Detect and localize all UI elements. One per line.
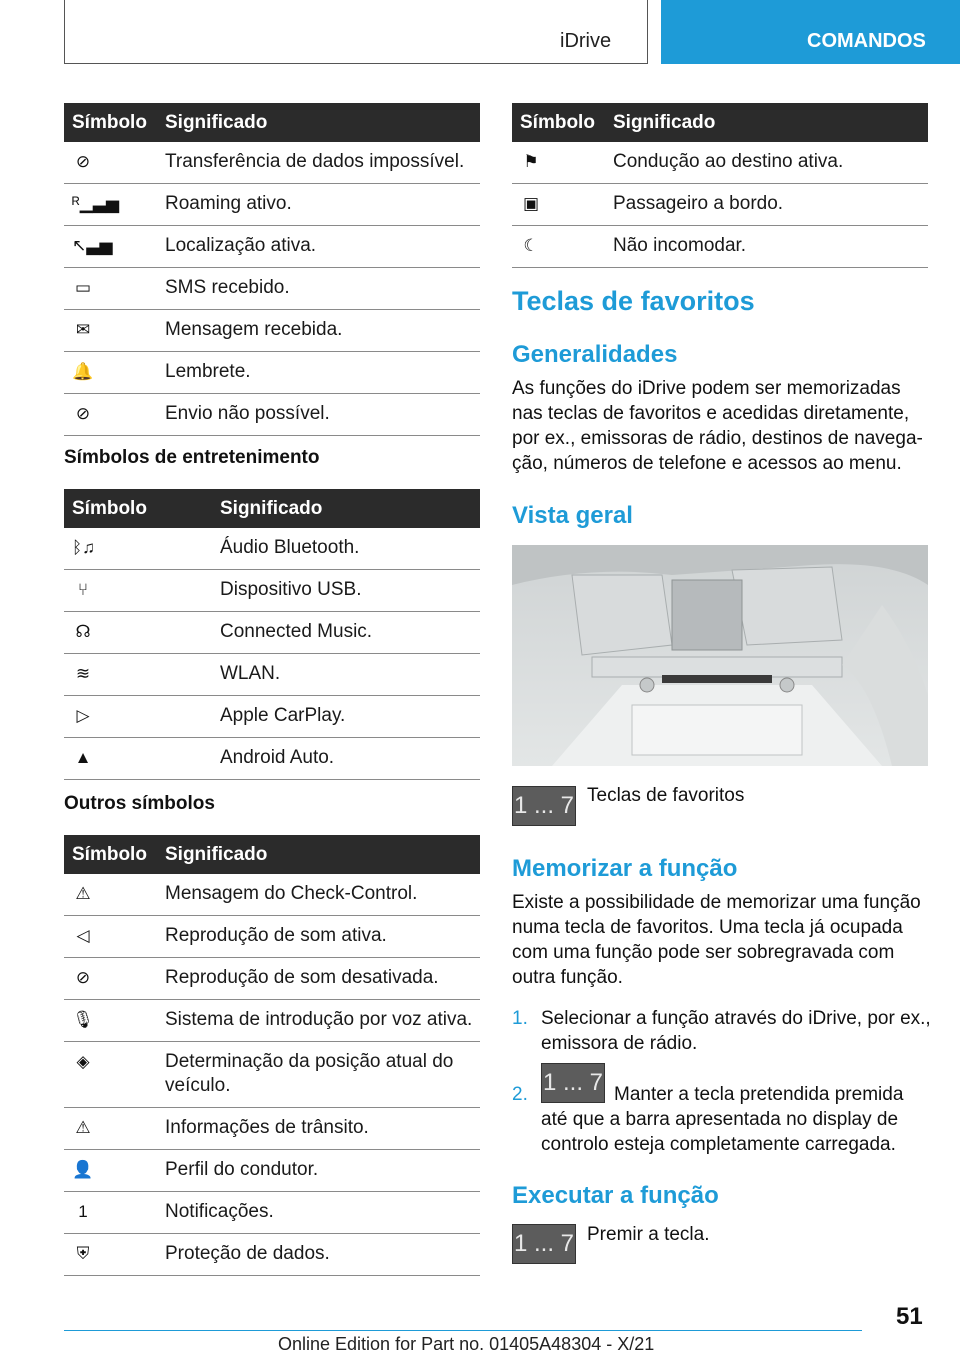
memorize-title: Memorizar a função	[512, 855, 738, 882]
notification-icon: 1	[78, 1202, 88, 1221]
driver-profile-icon: 👤	[72, 1160, 94, 1179]
entertainment-symbol-table	[64, 489, 480, 780]
symbol-meaning: Áudio Bluetooth.	[212, 528, 480, 570]
roaming-icon: ᴿ▁▃▅	[72, 194, 119, 213]
execute-title: Executar a função	[512, 1182, 719, 1209]
envelope-icon: ✉	[75, 320, 91, 339]
location-active-icon: ↖▃▅	[72, 236, 113, 255]
table-row	[64, 738, 480, 780]
symbol-meaning: Perfil do condutor.	[157, 1150, 480, 1192]
data-transfer-impossible-icon: ⊘	[75, 152, 91, 171]
symbol-meaning: Determinação da posição atual do veículo.	[157, 1042, 480, 1108]
memorize-text: Existe a possibilidade de memorizar uma função numa tecla de favoritos. Uma tecla já ocupada com uma função pode ser sobregravada com outra função.	[512, 892, 921, 988]
warning-icon: ⚠	[75, 884, 91, 903]
table-row	[64, 916, 480, 958]
step1-number: 1.	[512, 1008, 528, 1029]
general-text: As funções do iDrive podem ser memorizadas nas teclas de favoritos e acedidas diretamente, por ex., emissoras de rádio, destinos de navega- ção, números de telefone e acessos ao menu.	[512, 378, 923, 474]
general-title: Generalidades	[512, 341, 678, 368]
assist-symbol-table	[512, 103, 928, 268]
col-symbol: Símbolo	[512, 103, 605, 142]
key-caption: Teclas de favoritos	[587, 785, 745, 806]
table-row	[64, 958, 480, 1000]
step2-text: Manter a tecla pretendida premida até que a barra apresentada no display de controlo esteja completamente carregada.	[541, 1084, 904, 1155]
entertainment-title: Símbolos de entretenimento	[64, 447, 320, 468]
speaker-icon: ◁	[76, 926, 90, 945]
speaker-muted-icon: ⊘	[75, 968, 91, 987]
symbol-meaning: Android Auto.	[212, 738, 480, 780]
table-row	[64, 1234, 480, 1276]
connected-music-icon: ☊	[75, 622, 91, 641]
table-row	[64, 226, 480, 268]
col-meaning: Significado	[157, 835, 480, 874]
header-section: iDrive	[560, 30, 612, 52]
table-row	[64, 268, 480, 310]
header-tab[interactable]: COMANDOS	[661, 0, 960, 64]
traffic-info-icon: ⚠	[75, 1118, 91, 1137]
table-row	[512, 226, 928, 268]
bluetooth-audio-icon: ᛒ♫	[72, 538, 95, 557]
symbol-meaning: Connected Music.	[212, 612, 480, 654]
other-symbol-table	[64, 835, 480, 1276]
table-row	[64, 1150, 480, 1192]
execute-text: Premir a tecla.	[587, 1224, 710, 1245]
symbol-meaning: SMS recebido.	[157, 268, 480, 310]
symbol-meaning: Mensagem do Check-Control.	[157, 874, 480, 916]
symbol-meaning: Mensagem recebida.	[157, 310, 480, 352]
symbol-meaning: Transferência de dados impossível.	[157, 142, 480, 184]
table-row	[64, 528, 480, 570]
table-row	[64, 310, 480, 352]
position-icon: ◈	[76, 1052, 90, 1071]
col-symbol: Símbolo	[64, 835, 157, 874]
footer-divider	[64, 1330, 862, 1331]
other-symbols-title: Outros símbolos	[64, 793, 215, 814]
wlan-icon: ≋	[75, 664, 91, 683]
overview-title: Vista geral	[512, 502, 633, 529]
favorites-title: Teclas de favoritos	[512, 286, 755, 316]
send-impossible-icon: ⊘	[75, 404, 91, 423]
symbol-meaning: Localização ativa.	[157, 226, 480, 268]
table-row	[64, 570, 480, 612]
symbol-meaning: Envio não possível.	[157, 394, 480, 436]
table-row	[512, 184, 928, 226]
messages-symbol-table	[64, 103, 480, 436]
data-protection-icon: ⛨	[76, 1244, 90, 1263]
step2-number: 2.	[512, 1084, 528, 1105]
table-row	[64, 394, 480, 436]
bell-icon: 🔔	[72, 362, 94, 381]
symbol-meaning: Lembrete.	[157, 352, 480, 394]
table-row	[64, 654, 480, 696]
symbol-meaning: Reprodução de som ativa.	[157, 916, 480, 958]
col-symbol: Símbolo	[64, 103, 157, 142]
symbol-meaning: Passageiro a bordo.	[605, 184, 928, 226]
dashboard-photo	[512, 545, 928, 766]
favorite-keys-icon: 1 ... 7	[541, 1063, 605, 1103]
table-row	[64, 696, 480, 738]
col-meaning: Significado	[212, 489, 480, 528]
table-row	[64, 1042, 480, 1108]
destination-flag-icon: ⚑	[523, 152, 539, 171]
symbol-meaning: Condução ao destino ativa.	[605, 142, 928, 184]
step1-text: Selecionar a função através do iDrive, por ex., emissora de rádio.	[541, 1008, 931, 1054]
table-row	[64, 184, 480, 226]
do-not-disturb-icon: ☾	[523, 236, 539, 255]
symbol-meaning: Sistema de introdução por voz ativa.	[157, 1000, 480, 1042]
table-row	[64, 612, 480, 654]
symbol-meaning: Apple CarPlay.	[212, 696, 480, 738]
symbol-meaning: Notificações.	[157, 1192, 480, 1234]
table-row	[64, 1192, 480, 1234]
sms-icon: ▭	[74, 278, 92, 297]
page-number: 51	[896, 1303, 923, 1330]
table-row	[64, 874, 480, 916]
symbol-meaning: Roaming ativo.	[157, 184, 480, 226]
table-row	[64, 142, 480, 184]
microphone-icon: 🎙	[72, 1010, 94, 1029]
favorite-keys-icon: 1 ... 7	[512, 1224, 576, 1264]
symbol-meaning: Informações de trânsito.	[157, 1108, 480, 1150]
symbol-meaning: WLAN.	[212, 654, 480, 696]
symbol-meaning: Não incomodar.	[605, 226, 928, 268]
col-meaning: Significado	[157, 103, 480, 142]
favorite-keys-icon: 1 ... 7	[512, 786, 576, 826]
table-row	[512, 142, 928, 184]
col-meaning: Significado	[605, 103, 928, 142]
symbol-meaning: Proteção de dados.	[157, 1234, 480, 1276]
col-symbol: Símbolo	[64, 489, 212, 528]
android-auto-icon: ▲	[74, 748, 92, 767]
footer-edition: Online Edition for Part no. 01405A48304 - X/21	[278, 1334, 655, 1354]
symbol-meaning: Dispositivo USB.	[212, 570, 480, 612]
table-row	[64, 1000, 480, 1042]
carplay-icon: ▷	[76, 706, 90, 725]
table-row	[64, 352, 480, 394]
usb-icon: ⑂	[77, 580, 89, 599]
passenger-icon: ▣	[522, 194, 540, 213]
symbol-meaning: Reprodução de som desativada.	[157, 958, 480, 1000]
table-row	[64, 1108, 480, 1150]
